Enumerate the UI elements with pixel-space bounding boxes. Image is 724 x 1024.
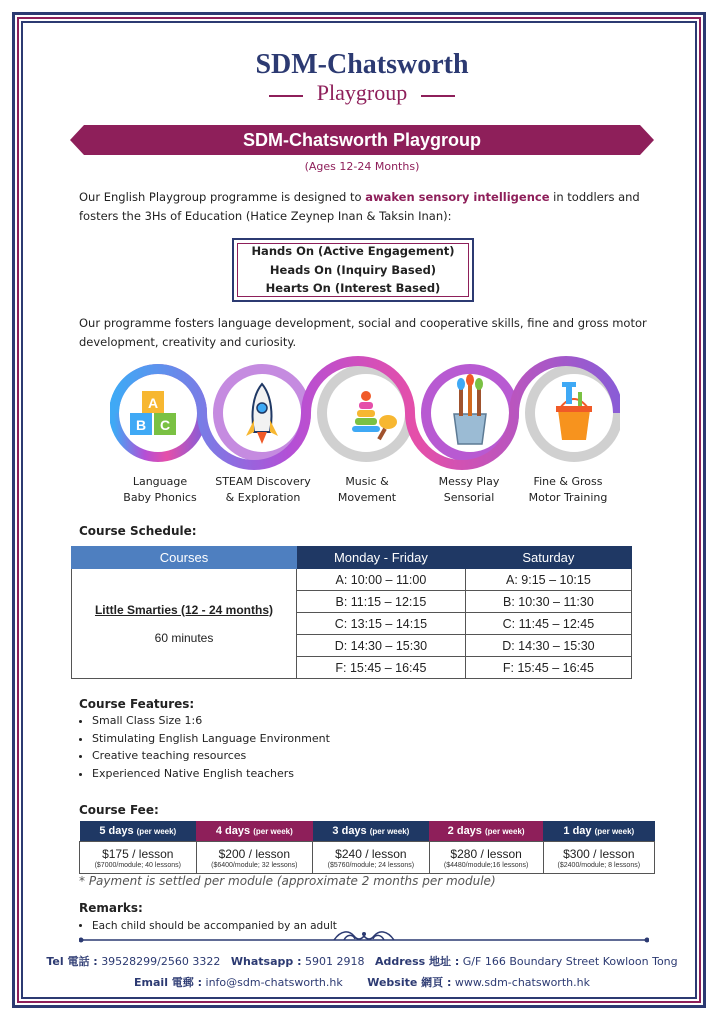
weekday-slot: B: 11:15 – 12:15 [297, 591, 466, 613]
weekday-slot: A: 10:00 – 11:00 [297, 569, 466, 591]
sand-bucket-icon [556, 382, 592, 440]
remarks-title: Remarks: [79, 901, 143, 915]
fee-cell: $200 / lesson ($6400/module; 32 lessons) [196, 842, 313, 874]
maracas-icon [352, 391, 397, 440]
whatsapp-value: 5901 2918 [304, 955, 365, 968]
intro-post: in toddlers and fosters the 3Hs of Education (Hatice Zeynep Inan & Taksin Inan): [79, 190, 640, 223]
saturday-slot: A: 9:15 – 10:15 [465, 569, 631, 591]
email-link[interactable]: info@sdm-chatsworth.hk [205, 976, 343, 989]
saturday-slot: D: 14:30 – 15:30 [465, 635, 631, 657]
payment-note: * Payment is settled per module (approximate 2 months per module) [79, 874, 496, 888]
saturday-slot: F: 15:45 – 16:45 [465, 657, 631, 679]
weekday-slot: C: 13:15 – 14:15 [297, 613, 466, 635]
ornament-divider [79, 928, 649, 948]
schedule-table [71, 546, 632, 679]
fee-cell: $175 / lesson ($7000/module; 40 lessons) [80, 842, 197, 874]
intro-paragraph [79, 188, 659, 226]
banner-title: SDM-Chatsworth Playgroup [242, 130, 481, 150]
list-item: • Each child should be accompanied by an adult [92, 919, 337, 934]
weekday-slot: D: 14:30 – 15:30 [297, 635, 466, 657]
svg-text:C: C [159, 417, 171, 433]
weekday-slot: F: 15:45 – 16:45 [297, 657, 466, 679]
course-cell [72, 569, 297, 679]
list-item: • Experienced Native English teachers [92, 765, 330, 783]
svg-text:A: A [147, 395, 159, 411]
paint-brushes-icon [454, 374, 486, 444]
schedule-title: Course Schedule: [79, 524, 197, 538]
tel-label: Tel 電話 : [46, 955, 98, 968]
logo-line-right [421, 95, 455, 97]
intro-pre: Our English Playgroup programme is designed to [79, 190, 366, 204]
hands-on-line: Hands On (Active Engagement) [251, 244, 455, 258]
list-item: • Stimulating English Language Environment [92, 730, 330, 748]
activity-label-language: Language Baby Phonics [123, 475, 197, 504]
tel-value: 39528299/2560 3322 [101, 955, 221, 968]
fee-cell: $280 / lesson ($4480/module;16 lessons) [429, 842, 543, 874]
three-h-box [232, 238, 474, 302]
contact-line-2 [0, 974, 724, 990]
logo-title: SDM-Chatsworth [255, 49, 469, 80]
fee-title: Course Fee: [79, 803, 159, 817]
fee-cell: $300 / lesson ($2400/module; 8 lessons) [543, 842, 654, 874]
fee-header-2-days: 2 days (per week) [429, 821, 543, 842]
svg-text:B: B [135, 417, 147, 433]
title-banner [70, 125, 654, 155]
activity-label-steam: STEAM Discovery & Exploration [215, 475, 311, 504]
activity-label-motor: Fine & Gross Motor Training [528, 475, 608, 504]
address-label: Address 地址 : [374, 955, 460, 968]
features-title: Course Features: [79, 697, 195, 711]
abc-blocks-icon [130, 391, 176, 435]
course-name: Little Smarties (12 - 24 months) [94, 602, 274, 617]
website-link[interactable]: www.sdm-chatsworth.hk [454, 976, 590, 989]
contact-line-1 [0, 953, 724, 969]
rocket-icon [246, 384, 278, 444]
website-label: Website 網頁 : [367, 976, 452, 989]
header-weekday: Monday - Friday [297, 547, 466, 569]
address-value: G/F 166 Boundary Street Kowloon Tong [462, 955, 678, 968]
email-label: Email 電郵 : [134, 976, 203, 989]
fee-header-1-day: 1 day (per week) [543, 821, 654, 842]
intro-highlight: awaken sensory intelligence [365, 190, 550, 204]
logo-subtitle: Playgroup [316, 80, 408, 105]
list-item: • Creative teaching resources [92, 747, 330, 765]
hearts-on-line: Hearts On (Interest Based) [265, 281, 441, 295]
heads-on-line: Heads On (Inquiry Based) [269, 262, 437, 277]
course-duration: 60 minutes [154, 630, 214, 645]
logo-subtitle-row [0, 80, 724, 106]
header-courses: Courses [72, 547, 297, 569]
saturday-slot: B: 10:30 – 11:30 [465, 591, 631, 613]
list-item: • Small Class Size 1:6 [92, 712, 330, 730]
fee-cell: $240 / lesson ($5760/module; 24 lessons) [313, 842, 430, 874]
header-saturday: Saturday [465, 547, 631, 569]
whatsapp-label: Whatsapp : [230, 955, 302, 968]
fosters-paragraph: Our programme fosters language development, social and cooperative skills, fine and gross motor development, creativity and curiosity. [79, 316, 647, 349]
fee-header-4-days: 4 days (per week) [196, 821, 313, 842]
logo-line-left [269, 95, 303, 97]
activities-wave-graphic [110, 356, 620, 476]
features-list [79, 712, 330, 782]
fee-header-3-days: 3 days (per week) [313, 821, 430, 842]
fee-table [79, 821, 655, 874]
activity-label-music: Music & Movement [337, 475, 397, 504]
activity-label-messy-play: Messy Play Sensorial [438, 475, 500, 504]
table-row [72, 569, 632, 591]
age-range: (Ages 12-24 Months) [304, 160, 420, 173]
fee-header-5-days: 5 days (per week) [80, 821, 197, 842]
saturday-slot: C: 11:45 – 12:45 [465, 613, 631, 635]
